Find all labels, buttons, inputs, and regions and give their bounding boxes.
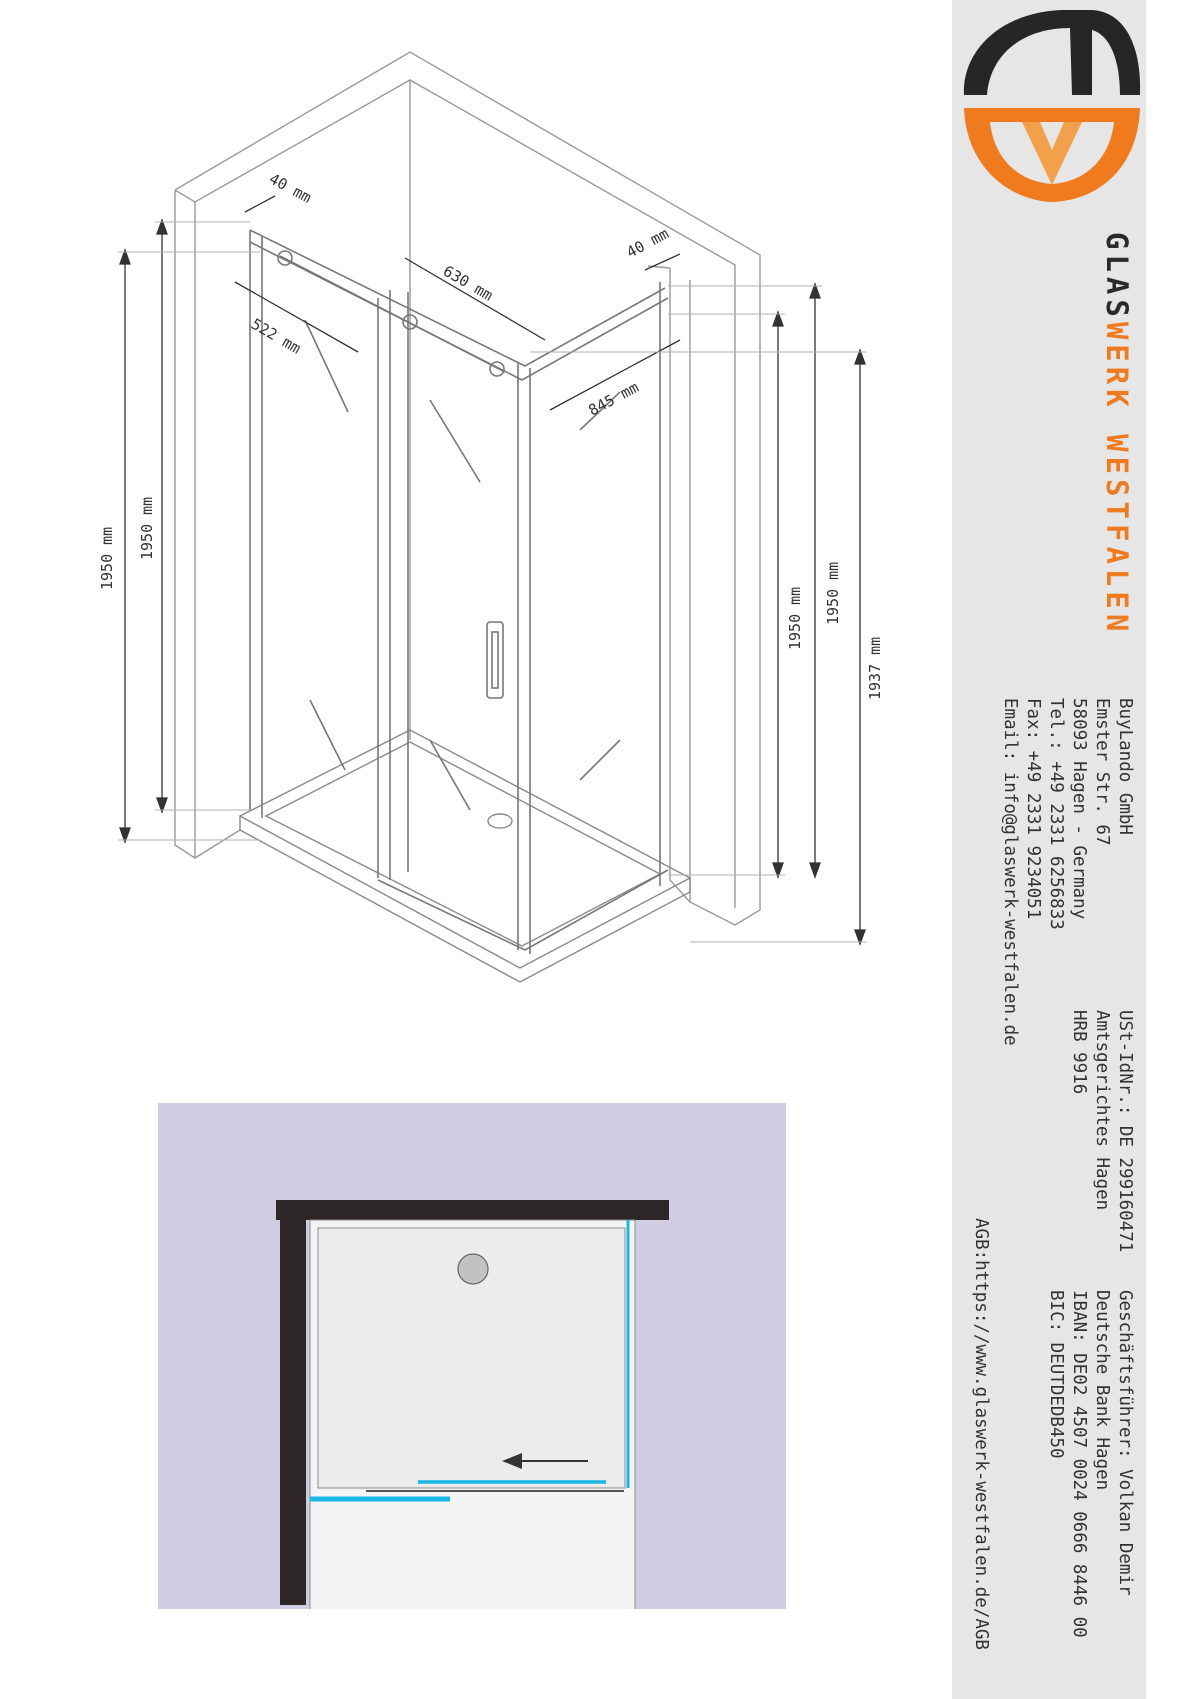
bic: BIC: DEUTDEDB450 (1046, 1290, 1066, 1459)
floor-plan (158, 1103, 786, 1609)
extension-lines (118, 222, 867, 942)
dim-total-height: 1937 mm (866, 636, 884, 700)
vat-id: USt-IdNr.: DE 299160471 (1115, 1010, 1135, 1253)
phone-line: Tel.: +49 2331 6256833 (1046, 698, 1066, 930)
dim-door-width: 522 mm (248, 314, 304, 358)
address-block (998, 698, 1136, 1046)
dim-height-left-outer: 1950 mm (98, 526, 116, 590)
side-wall (280, 1200, 306, 1605)
dim-height-right-inner: 1950 mm (786, 586, 804, 650)
brand-name (1100, 232, 1134, 636)
shower-enclosure-drawing (0, 0, 950, 1000)
dim-height-left-inner: 1950 mm (138, 496, 156, 560)
back-wall (276, 1200, 669, 1220)
dim-side-panel: 845 mm (585, 378, 642, 420)
floor-plan-drawing (158, 1103, 786, 1609)
brand-name-glas: GLAS (1100, 232, 1134, 322)
iban: IBAN: DE02 4507 0024 0666 8446 00 (1069, 1290, 1089, 1638)
address-line: BuyLando GmbH (1115, 698, 1135, 835)
agb-link[interactable]: AGB:https://www.glaswerk-westfalen.de/AGB (971, 1218, 991, 1650)
bank-block (1044, 1290, 1136, 1638)
address-line: 58093 Hagen - Germany (1069, 698, 1089, 920)
shower-tray (240, 730, 690, 982)
registry-number: HRB 9916 (1069, 1010, 1089, 1095)
sidebar-text-rotated (952, 0, 1146, 1699)
brand-name-werk-westfalen: WERK WESTFALEN (1100, 321, 1134, 637)
dim-profile-right: 40 mm (623, 224, 672, 262)
dim-front-panel: 630 mm (440, 261, 496, 305)
email-line[interactable]: Email: info@glaswerk-westfalen.de (1000, 698, 1020, 1046)
fax-line: Fax: +49 2331 9234051 (1023, 698, 1043, 920)
dimension-lines (120, 196, 865, 944)
managing-director: Geschäftsführer: Volkan Demir (1115, 1290, 1135, 1596)
address-line: Emster Str. 67 (1092, 698, 1112, 846)
dim-height-right-outer: 1950 mm (824, 561, 842, 625)
company-sidebar (952, 0, 1146, 1699)
drain-icon (458, 1254, 488, 1284)
bank-name: Deutsche Bank Hagen (1092, 1290, 1112, 1491)
tax-block (1067, 1010, 1136, 1252)
dim-profile-left: 40 mm (266, 169, 315, 207)
court: Amtsgerichtes Hagen (1092, 1010, 1112, 1211)
